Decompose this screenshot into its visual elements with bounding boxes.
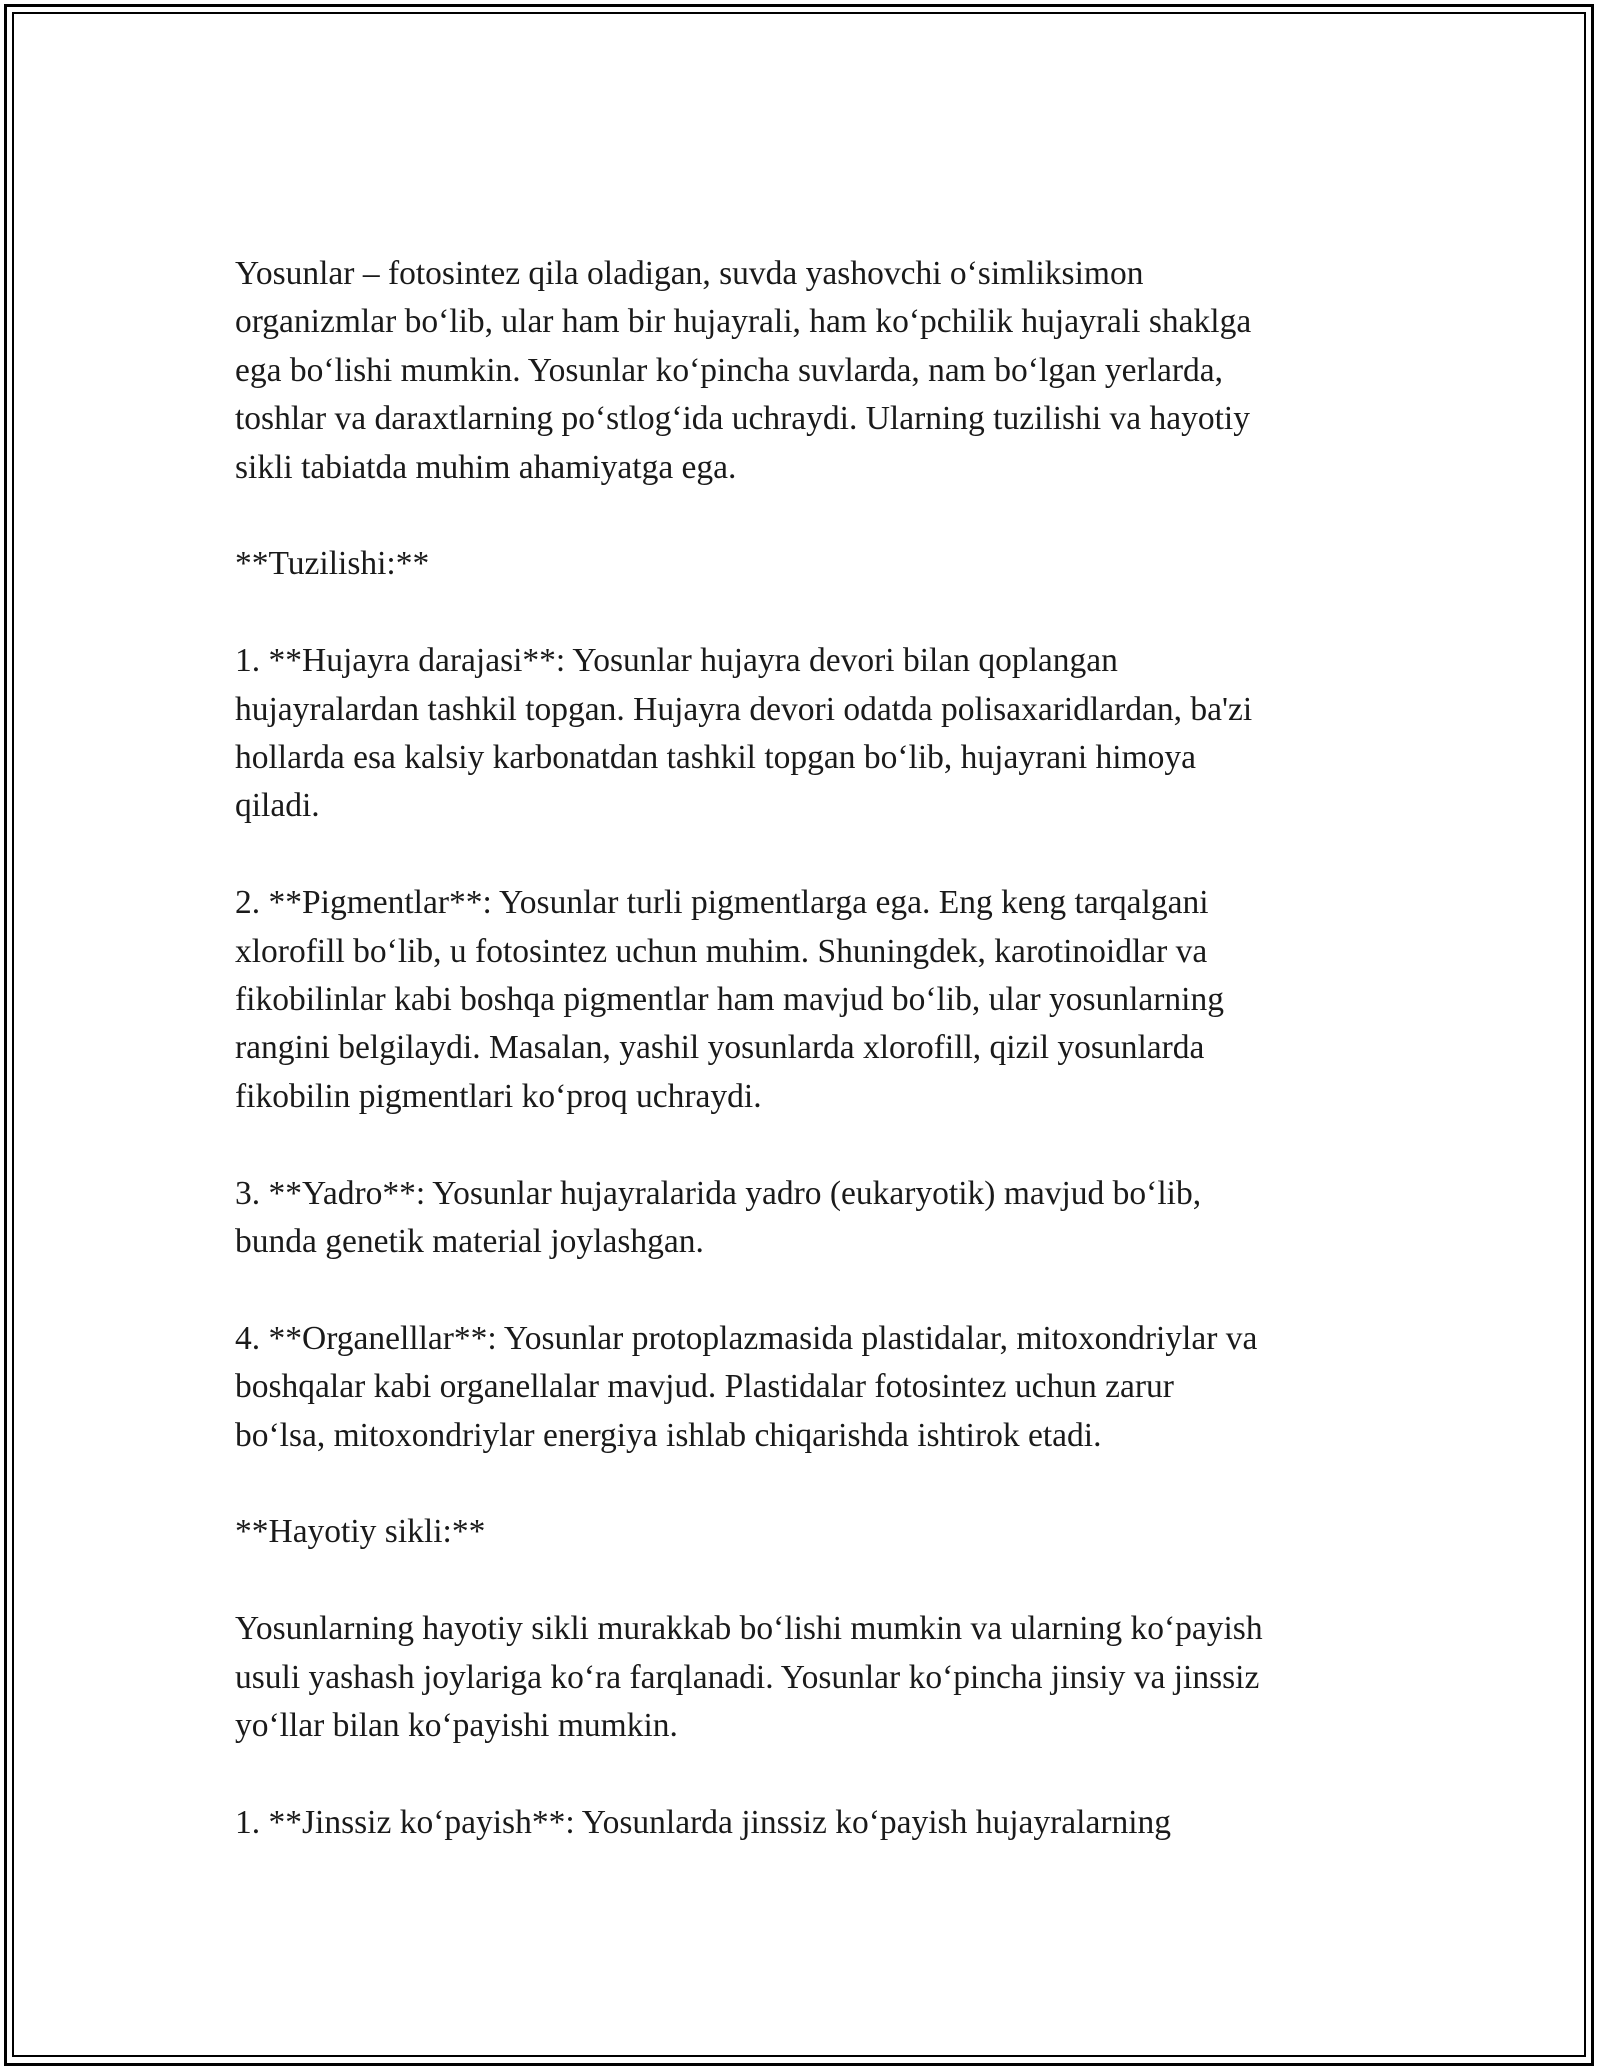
- list-item-hujayra-darajasi: 1. **Hujayra darajasi**: Yosunlar hujayra devori bilan qoplangan hujayralardan tashkil topgan. Hujayra devori odatda polisaxaridlardan, ba'zi hollarda esa kalsiy karbonatdan tashkil topgan bo‘lib, hujayrani himoya qiladi.: [235, 642, 1253, 825]
- list-item-jinssiz-kopayish: 1. **Jinssiz ko‘payish**: Yosunlarda jinssiz ko‘payish hujayralarning: [235, 1803, 1172, 1841]
- list-item-pigmentlar: 2. **Pigmentlar**: Yosunlar turli pigmentlarga ega. Eng keng tarqalgani xlorofill bo‘lib, u fotosintez uchun muhim. Shuningdek, karotinoidlar va fikobilinlar kabi boshqa pigmentlar ham mavjud bo‘lib, ular yosunlarning rangini belgilaydi. Masalan, yashil yosunlarda xlorofill, qizil yosunlarda fikobilin pigmentlari ko‘proq uchraydi.: [235, 884, 1224, 1115]
- document-body: [235, 250, 1395, 1896]
- list-item-organelllar: 4. **Organelllar**: Yosunlar protoplazmasida plastidalar, mitoxondriylar va boshqalar kabi organellalar mavjud. Plastidalar fotosintez uchun zarur bo‘lsa, mitoxondriylar energiya ishlab chiqarishda ishtirok etadi.: [235, 1319, 1258, 1454]
- list-item-yadro: 3. **Yadro**: Yosunlar hujayralarida yadro (eukaryotik) mavjud bo‘lib, bunda genetik material joylashgan.: [235, 1174, 1202, 1261]
- section-heading-tuzilishi: **Tuzilishi:**: [235, 545, 430, 583]
- section-heading-hayotiy-sikli: **Hayotiy sikli:**: [235, 1513, 486, 1551]
- life-cycle-paragraph: Yosunlarning hayotiy sikli murakkab bo‘lishi mumkin va ularning ko‘payish usuli yashash joylariga ko‘ra farqlanadi. Yosunlar ko‘pincha jinsiy va jinssiz yo‘llar bilan ko‘payishi mumkin.: [235, 1610, 1263, 1745]
- intro-paragraph: Yosunlar – fotosintez qila oladigan, suvda yashovchi o‘simliksimon organizmlar bo‘lib, ular ham bir hujayrali, ham ko‘pchilik hujayrali shaklga ega bo‘lishi mumkin. Yosunlar ko‘pincha suvlarda, nam bo‘lgan yerlarda, toshlar va daraxtlarning po‘stlog‘ida uchraydi. Ularning tuzilishi va hayotiy sikli tabiatda muhim ahamiyatga ega.: [235, 255, 1252, 486]
